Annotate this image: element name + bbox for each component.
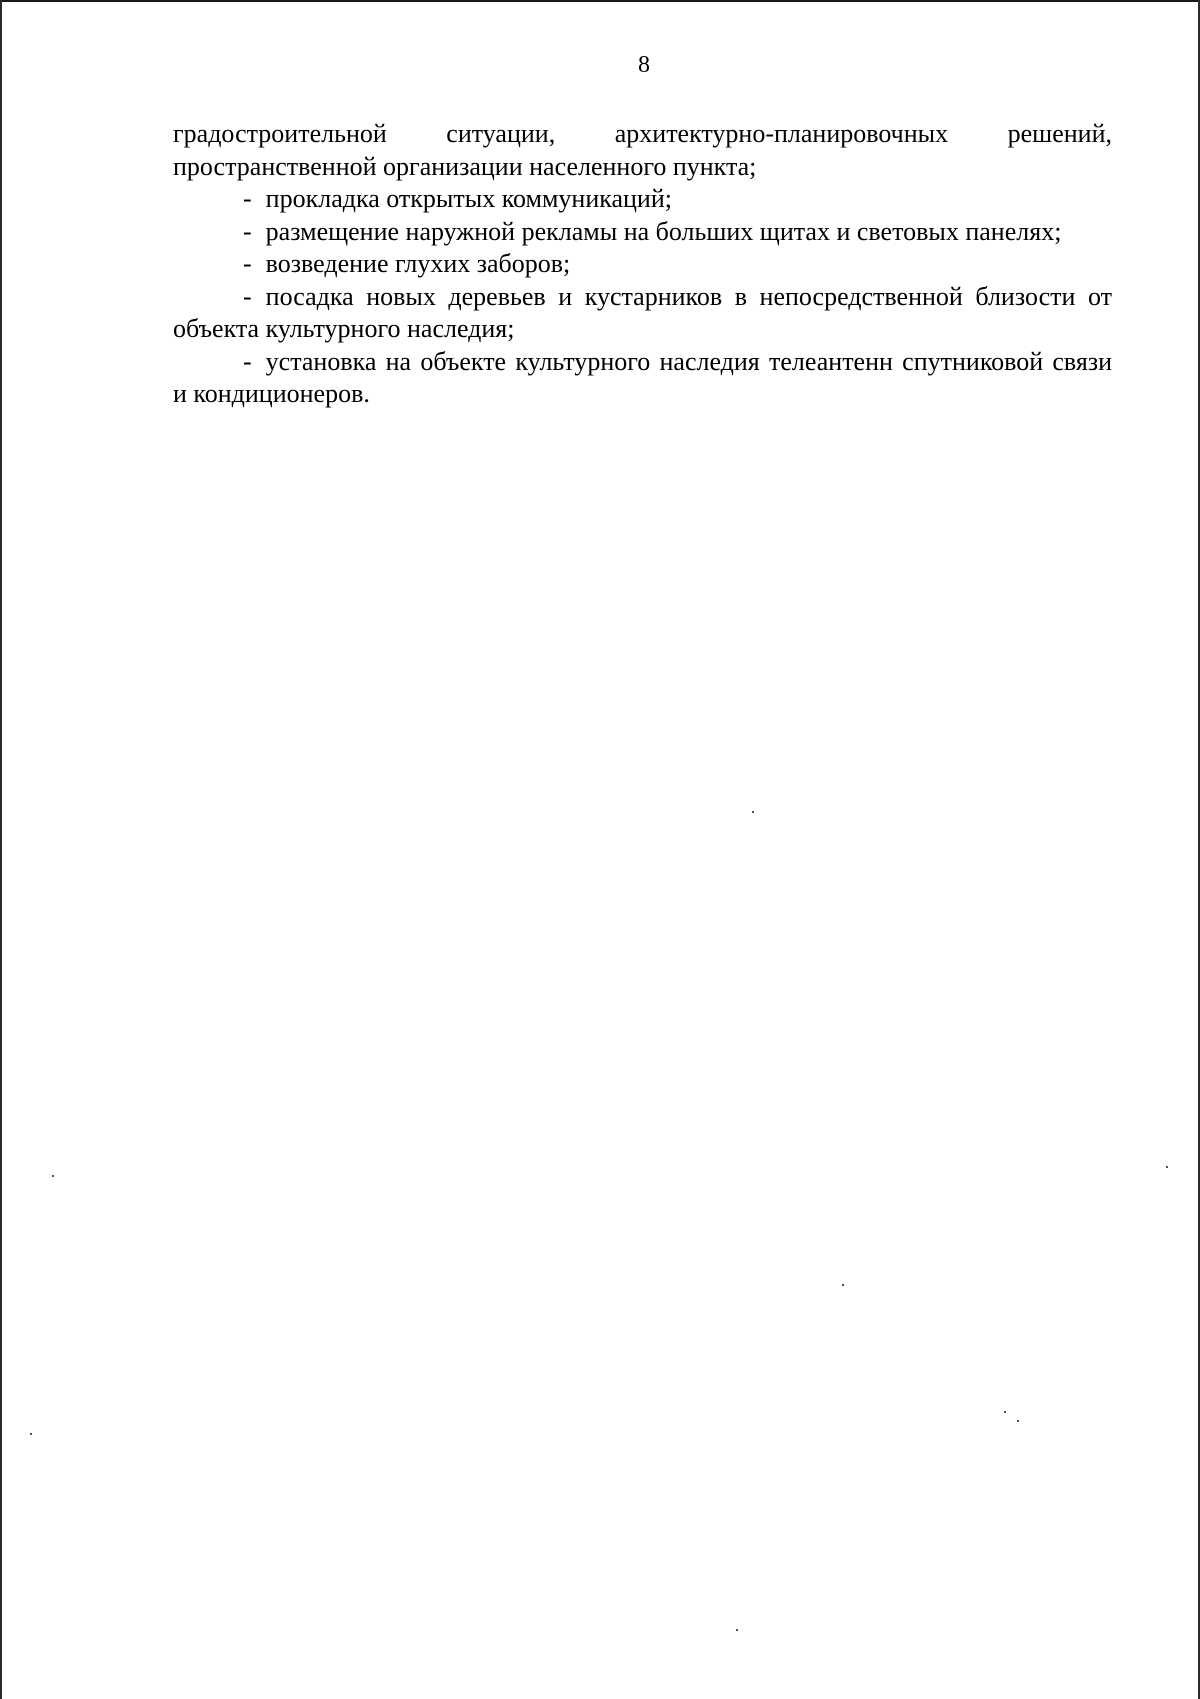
list-item-text: установка на объекте культурного наследия телеантенн спутниковой связи и кондиционеров.	[173, 346, 1112, 408]
scan-speck	[52, 1175, 54, 1177]
list-marker: -	[243, 346, 252, 376]
list-item-text: прокладка открытых коммуникаций;	[265, 184, 672, 213]
list-item-text: размещение наружной рекламы на больших щитах и световых панелях;	[265, 216, 1062, 246]
scan-speck	[1017, 1420, 1019, 1422]
scan-edge-left	[0, 0, 2, 1699]
document-body	[173, 118, 1112, 411]
list-marker: -	[243, 281, 252, 311]
paragraph-continuation	[173, 118, 1112, 183]
paragraph-text: градостроительной ситуации, архитектурно-планировочных решений, пространственной организации населенного пункта;	[173, 119, 1112, 181]
list-item	[173, 346, 1112, 411]
scan-speck	[842, 1284, 844, 1286]
scan-speck	[736, 1629, 738, 1631]
scan-speck	[30, 1433, 32, 1435]
list-marker: -	[243, 249, 252, 278]
list-marker: -	[243, 216, 252, 246]
scan-speck	[1166, 1166, 1168, 1168]
list-item-text: возведение глухих заборов;	[265, 249, 571, 278]
list-marker: -	[243, 184, 252, 213]
list-item	[173, 248, 1112, 281]
list-item	[173, 216, 1112, 249]
scan-edge-top	[0, 0, 1200, 2]
scan-speck	[1004, 1411, 1006, 1413]
page-number: 8	[638, 52, 650, 78]
scan-speck	[752, 811, 754, 813]
list-item-text: посадка новых деревьев и кустарников в непосредственной близости от объекта культурного наследия;	[173, 281, 1112, 343]
list-item	[173, 281, 1112, 346]
list-item	[173, 183, 1112, 216]
